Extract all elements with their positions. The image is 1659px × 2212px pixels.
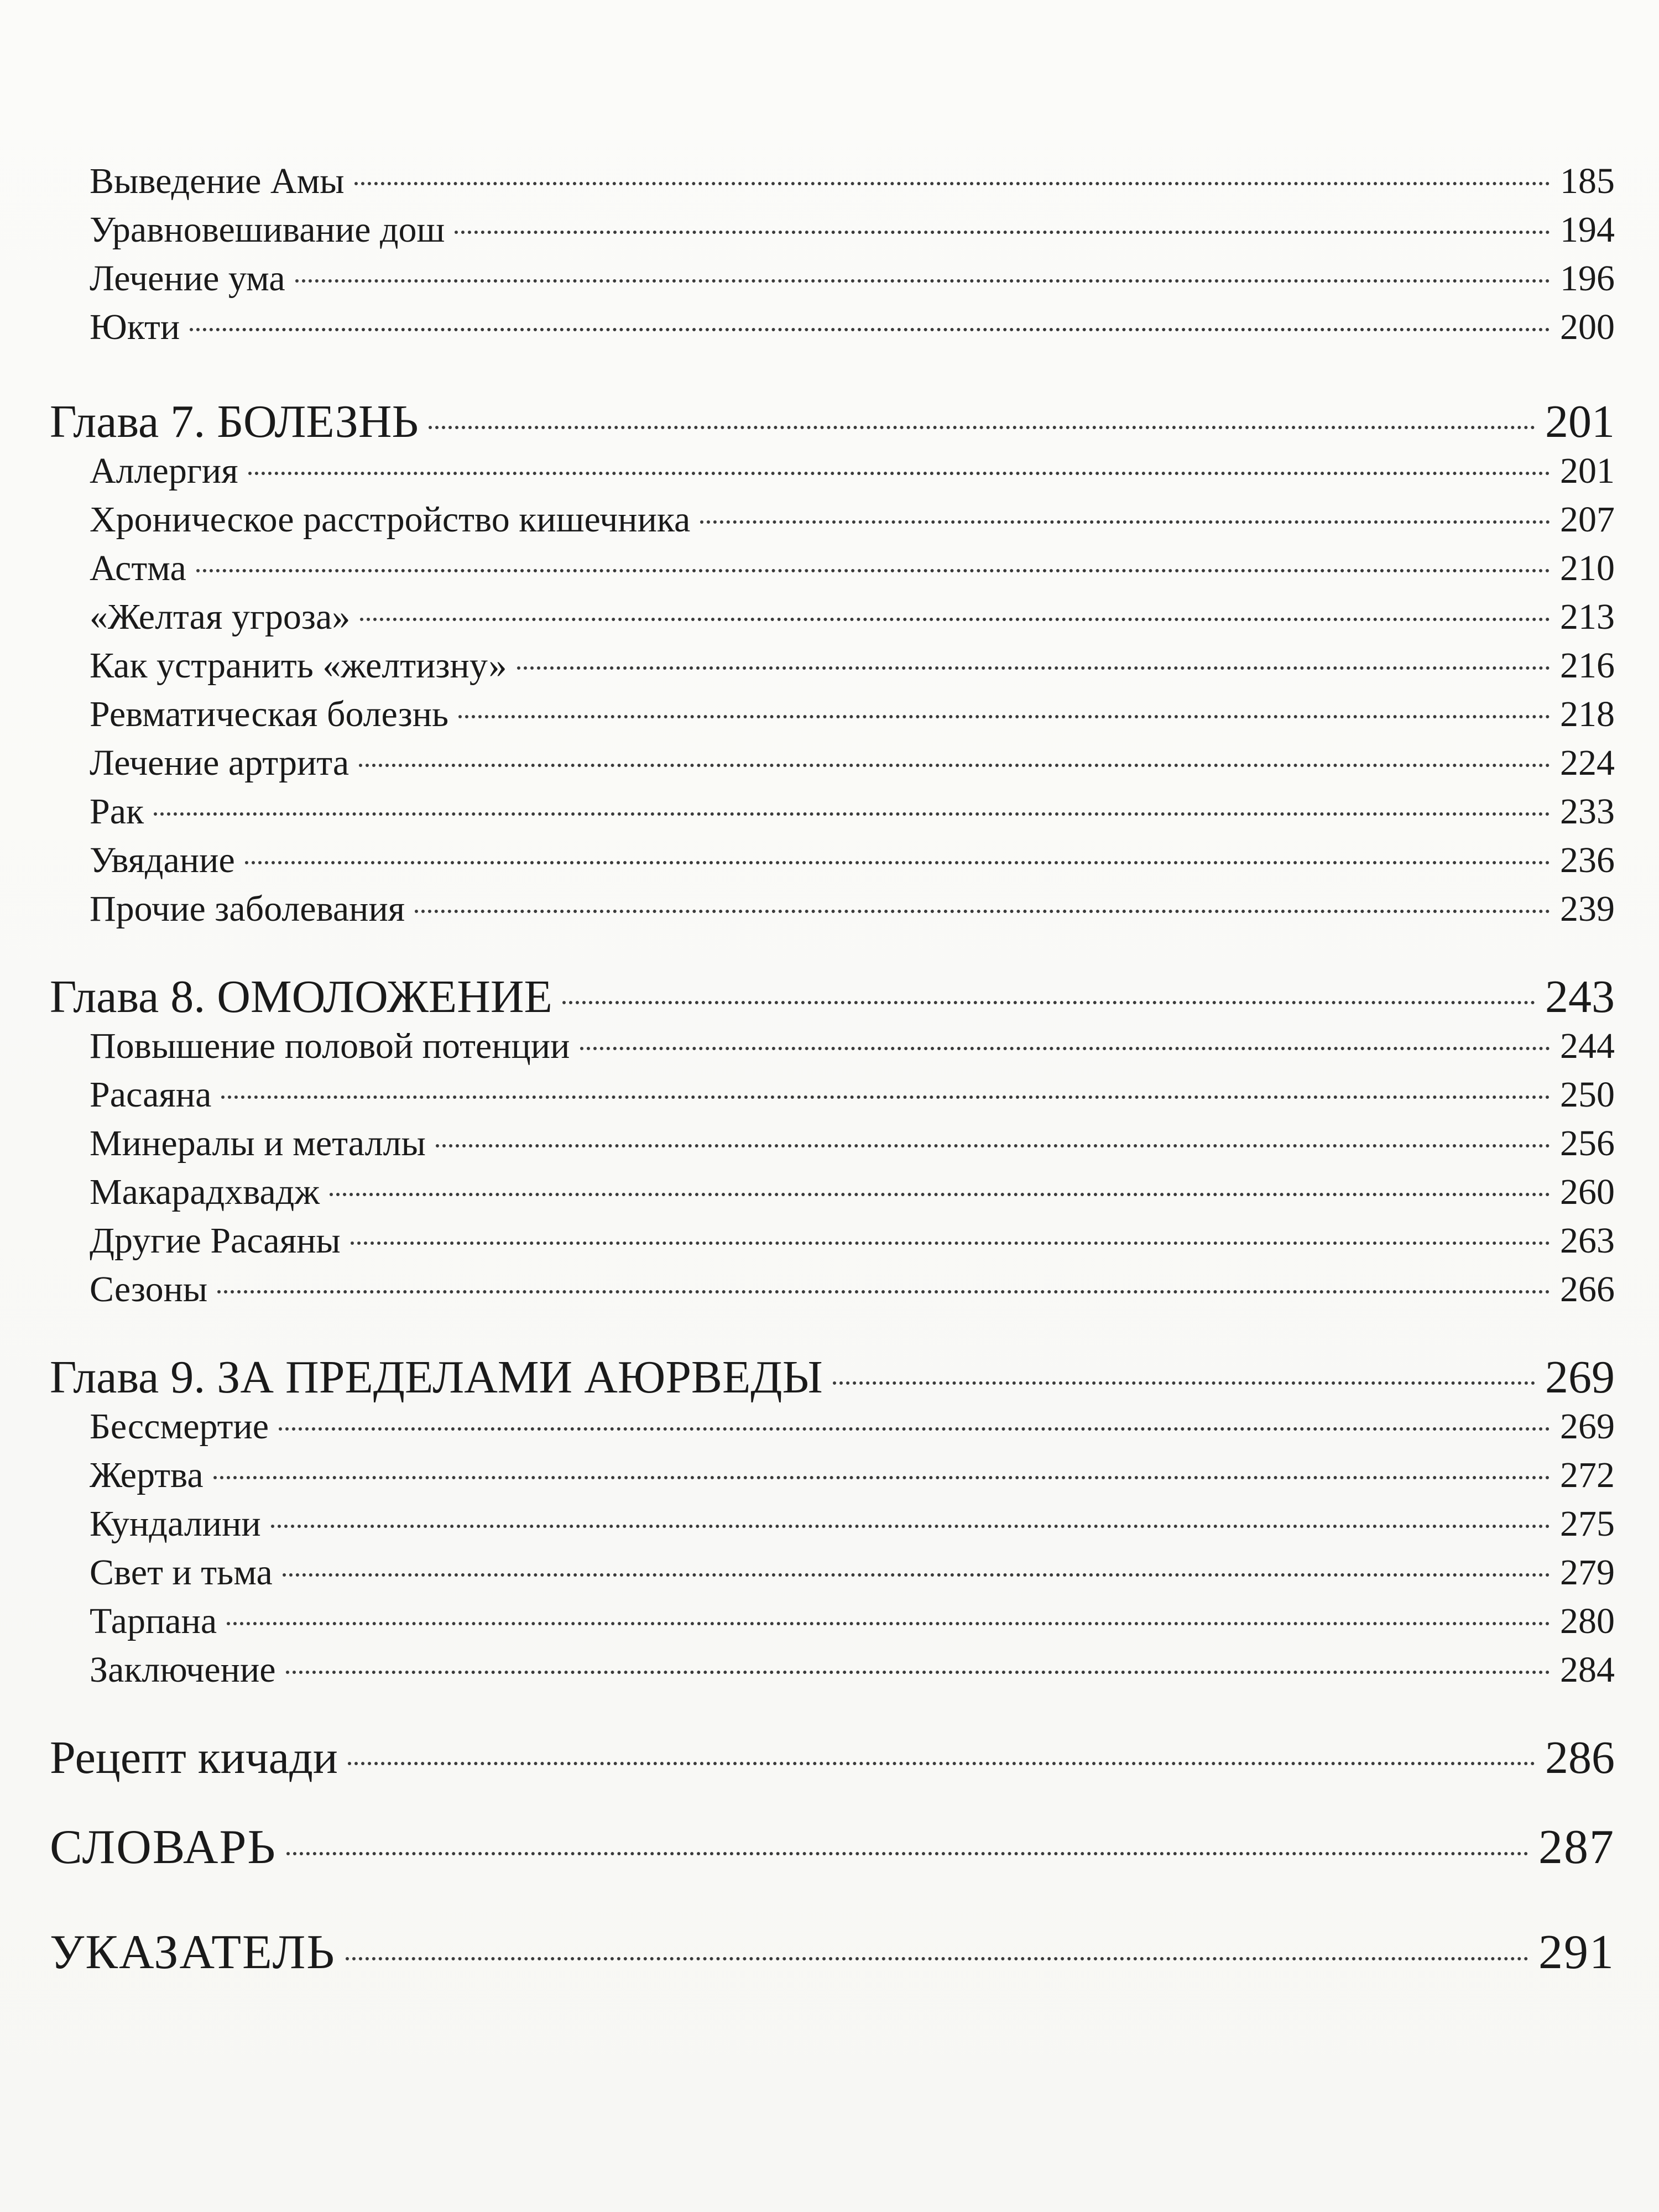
- toc-entry[interactable]: [50, 888, 1615, 937]
- toc-entry-title: Минералы и металлы: [90, 1123, 426, 1164]
- toc-entry[interactable]: [50, 1552, 1615, 1600]
- toc-page-number: 239: [1560, 889, 1615, 929]
- toc-page-number: 279: [1560, 1552, 1615, 1593]
- toc-page-number: 269: [1545, 1352, 1615, 1403]
- toc-entry[interactable]: [50, 1600, 1615, 1649]
- toc-page-number: 201: [1545, 396, 1615, 447]
- chapter-title: Глава 9. ЗА ПРЕДЕЛАМИ АЮРВЕДЫ: [50, 1352, 823, 1403]
- toc-page-number: 200: [1560, 307, 1615, 347]
- toc-entry-title: Заключение: [90, 1650, 276, 1690]
- toc-glossary[interactable]: [50, 1819, 1615, 1875]
- toc-entry-title: Лечение ума: [90, 258, 285, 299]
- toc-entry[interactable]: [50, 160, 1615, 209]
- toc-entry[interactable]: [50, 742, 1615, 791]
- toc-entry-title: Как устранить «желтизну»: [90, 645, 507, 686]
- toc-entry-title: Хроническое расстройство кишечника: [90, 499, 691, 540]
- toc-page-number: 196: [1560, 258, 1615, 299]
- toc-entry-title: Прочие заболевания: [90, 889, 405, 929]
- dot-leader: [330, 1193, 1550, 1196]
- toc-page-number: 287: [1538, 1820, 1615, 1874]
- dot-leader: [458, 715, 1550, 718]
- toc-chapter-8[interactable]: [50, 970, 1615, 1025]
- toc-page-number: 266: [1560, 1269, 1615, 1310]
- toc-page-number: 272: [1560, 1455, 1615, 1495]
- dot-leader: [429, 426, 1535, 429]
- dot-leader: [436, 1144, 1550, 1147]
- table-of-contents: [50, 160, 1615, 1980]
- toc-entry[interactable]: [50, 1074, 1615, 1123]
- dot-leader: [354, 182, 1550, 185]
- toc-page-number: 291: [1538, 1926, 1615, 1979]
- toc-entry-title: «Желтая угроза»: [90, 597, 351, 637]
- toc-entry[interactable]: [50, 1171, 1615, 1220]
- toc-page-number: 250: [1560, 1074, 1615, 1115]
- dot-leader: [154, 812, 1550, 816]
- dot-leader: [580, 1047, 1550, 1050]
- toc-entry[interactable]: [50, 645, 1615, 693]
- toc-entry[interactable]: [50, 1025, 1615, 1074]
- toc-page-number: 286: [1545, 1732, 1615, 1783]
- dot-leader: [351, 1241, 1550, 1245]
- toc-page-number: 224: [1560, 743, 1615, 783]
- toc-chapter-7[interactable]: [50, 395, 1615, 450]
- dot-leader: [283, 1573, 1550, 1577]
- chapter-title: СЛОВАРЬ: [50, 1820, 276, 1874]
- toc-entry-title: Сезоны: [90, 1269, 208, 1310]
- toc-entry[interactable]: [50, 209, 1615, 258]
- toc-entry-title: Уравновешивание дош: [90, 210, 445, 250]
- toc-entry-title: Кундалини: [90, 1504, 261, 1544]
- toc-entry[interactable]: [50, 1406, 1615, 1454]
- dot-leader: [833, 1381, 1535, 1385]
- toc-page-number: 201: [1560, 451, 1615, 491]
- toc-page-number: 185: [1560, 161, 1615, 201]
- toc-entry[interactable]: [50, 693, 1615, 742]
- dot-leader: [227, 1622, 1550, 1625]
- dot-leader: [279, 1427, 1550, 1431]
- toc-entry[interactable]: [50, 1503, 1615, 1552]
- dot-leader: [562, 1001, 1535, 1004]
- toc-page-number: 269: [1560, 1406, 1615, 1447]
- toc-entry-title: Увядание: [90, 840, 235, 880]
- toc-entry-title: Аллергия: [90, 451, 238, 491]
- toc-entry-title: Расаяна: [90, 1074, 212, 1115]
- dot-leader: [295, 279, 1550, 283]
- toc-page-number: 194: [1560, 210, 1615, 250]
- dot-leader: [196, 569, 1550, 572]
- dot-leader: [359, 764, 1550, 767]
- toc-page-number: 244: [1560, 1026, 1615, 1066]
- toc-entry-title: Астма: [90, 548, 186, 588]
- dot-leader: [700, 520, 1550, 524]
- toc-page-number: 236: [1560, 840, 1615, 880]
- chapter-title: УКАЗАТЕЛЬ: [50, 1926, 336, 1979]
- toc-page-number: 275: [1560, 1504, 1615, 1544]
- toc-page-number: 263: [1560, 1220, 1615, 1261]
- toc-entry-title: Лечение артрита: [90, 743, 349, 783]
- toc-entry[interactable]: [50, 596, 1615, 645]
- dot-leader: [190, 328, 1550, 331]
- dot-leader: [360, 618, 1550, 621]
- toc-entry-title: Бессмертие: [90, 1406, 269, 1447]
- chapter-title: Глава 7. БОЛЕЗНЬ: [50, 396, 419, 447]
- dot-leader: [271, 1525, 1550, 1528]
- dot-leader: [221, 1095, 1550, 1099]
- dot-leader: [455, 231, 1550, 234]
- toc-entry[interactable]: [50, 1269, 1615, 1317]
- toc-entry-title: Выведение Амы: [90, 161, 345, 201]
- toc-entry-title: Рак: [90, 791, 144, 832]
- dot-leader: [286, 1671, 1550, 1674]
- toc-entry[interactable]: [50, 1649, 1615, 1698]
- dot-leader: [517, 666, 1551, 670]
- dot-leader: [217, 1290, 1550, 1293]
- toc-entry-title: Жертва: [90, 1455, 204, 1495]
- toc-page-number: 218: [1560, 694, 1615, 734]
- dot-leader: [415, 910, 1550, 913]
- dot-leader: [213, 1476, 1550, 1479]
- toc-entry-title: Ревматическая болезнь: [90, 694, 449, 734]
- toc-page-number: 243: [1545, 971, 1615, 1022]
- toc-entry-title: Макарадхвадж: [90, 1172, 320, 1212]
- dot-leader: [248, 472, 1550, 475]
- toc-entry[interactable]: [50, 499, 1615, 547]
- toc-entry[interactable]: [50, 1123, 1615, 1171]
- toc-entry-title: Тарпана: [90, 1601, 217, 1641]
- toc-entry[interactable]: [50, 258, 1615, 306]
- toc-entry-title: Повышение половой потенции: [90, 1026, 570, 1066]
- toc-index[interactable]: [50, 1924, 1615, 1980]
- toc-page-number: 216: [1560, 645, 1615, 686]
- toc-page-number: 233: [1560, 791, 1615, 832]
- toc-entry[interactable]: [50, 839, 1615, 888]
- toc-entry[interactable]: [50, 1454, 1615, 1503]
- toc-entry-title: Другие Расаяны: [90, 1220, 341, 1261]
- toc-page-number: 210: [1560, 548, 1615, 588]
- toc-entry[interactable]: [50, 547, 1615, 596]
- toc-entry[interactable]: [50, 1220, 1615, 1269]
- toc-entry-title: Свет и тьма: [90, 1552, 273, 1593]
- toc-recipe[interactable]: [50, 1731, 1615, 1786]
- toc-page-number: 260: [1560, 1172, 1615, 1212]
- toc-entry[interactable]: [50, 306, 1615, 355]
- dot-leader: [348, 1762, 1535, 1765]
- chapter-title: Глава 8. ОМОЛОЖЕНИЕ: [50, 971, 552, 1022]
- dot-leader: [346, 1957, 1528, 1960]
- toc-entry[interactable]: [50, 791, 1615, 839]
- toc-page-number: 256: [1560, 1123, 1615, 1164]
- toc-page-number: 213: [1560, 597, 1615, 637]
- toc-entry[interactable]: [50, 450, 1615, 499]
- dot-leader: [245, 861, 1550, 864]
- toc-page-number: 284: [1560, 1650, 1615, 1690]
- toc-page-number: 280: [1560, 1601, 1615, 1641]
- toc-page-number: 207: [1560, 499, 1615, 540]
- dot-leader: [286, 1852, 1528, 1855]
- chapter-title: Рецепт кичади: [50, 1732, 338, 1783]
- toc-chapter-9[interactable]: [50, 1350, 1615, 1406]
- toc-entry-title: Юкти: [90, 307, 180, 347]
